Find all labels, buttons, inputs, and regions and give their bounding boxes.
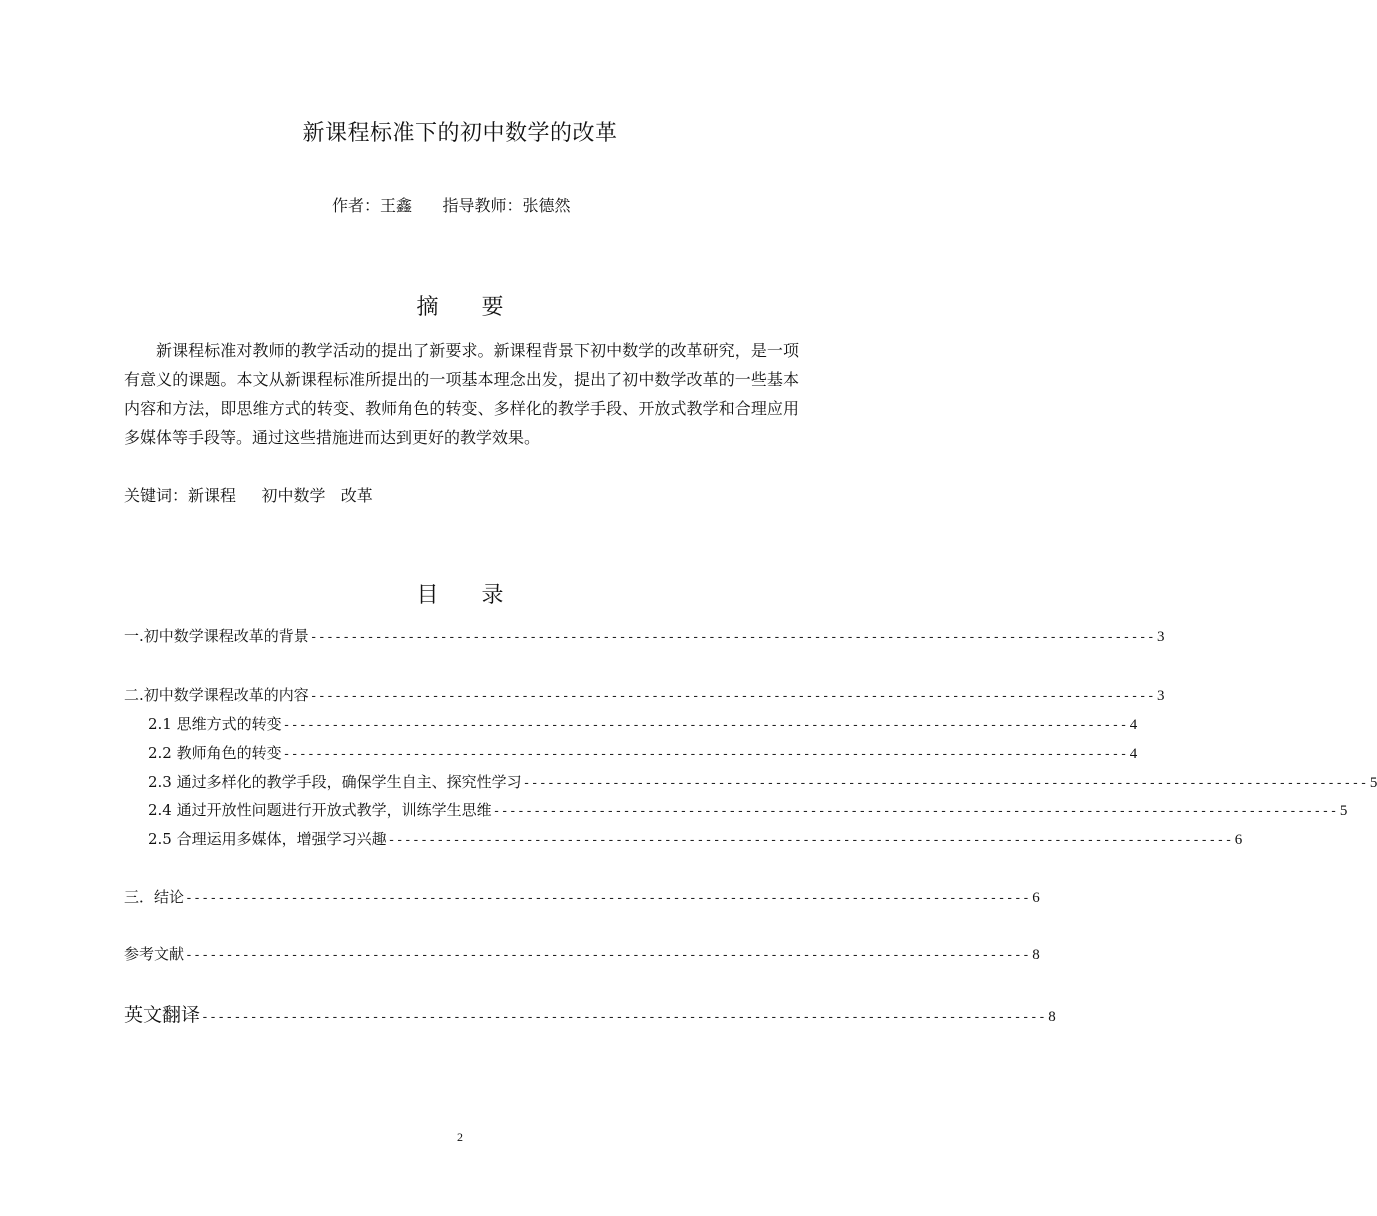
toc-entry[interactable]: [124, 943, 1040, 965]
abstract-heading: 摘 要: [416, 295, 522, 320]
toc-entry-page: 3: [1156, 629, 1165, 645]
toc-leader: --------------------------------------------------------------------------------------------------------: [282, 718, 1128, 733]
toc-leader: --------------------------------------------------------------------------------------------------------: [201, 1010, 1047, 1025]
keyword-item: 初中数学: [261, 486, 326, 505]
toc-entry-page: 5: [1339, 803, 1348, 819]
toc-leader: --------------------------------------------------------------------------------------------------------: [309, 689, 1155, 704]
toc-subentry[interactable]: [148, 771, 1377, 793]
toc-entry[interactable]: [124, 1000, 1056, 1026]
toc-entry-label: 2.1 思维方式的转变: [148, 715, 282, 733]
toc-entry-label: 二.初中数学课程改革的内容: [124, 686, 309, 704]
author-line: 作者：王鑫: [332, 196, 413, 215]
toc-leader: --------------------------------------------------------------------------------------------------------: [492, 804, 1338, 819]
toc-entry[interactable]: [124, 886, 1040, 908]
toc-subentry[interactable]: [148, 713, 1138, 735]
toc-entry-page: 6: [1032, 890, 1040, 906]
toc-entry[interactable]: [124, 625, 1165, 647]
toc-entry-page: 4: [1129, 717, 1138, 733]
toc-leader: --------------------------------------------------------------------------------------------------------: [185, 891, 1031, 906]
keyword-item: 新课程: [188, 486, 237, 505]
toc-entry-page: 3: [1156, 688, 1165, 704]
toc-entry-page: 8: [1048, 1009, 1056, 1025]
toc-entry-page: 8: [1032, 947, 1040, 963]
toc-leader: --------------------------------------------------------------------------------------------------------: [282, 747, 1128, 762]
keywords-line: [124, 483, 373, 506]
toc-entry-label: 2.3 通过多样化的教学手段，确保学生自主、探究性学习: [148, 773, 522, 791]
toc-subentry[interactable]: [148, 742, 1138, 764]
toc-leader: --------------------------------------------------------------------------------------------------------: [387, 833, 1233, 848]
toc-subentry[interactable]: [148, 828, 1243, 850]
toc-entry-label: 2.4 通过开放性问题进行开放式教学，训练学生思维: [148, 801, 492, 819]
toc-heading: 目 录: [416, 583, 522, 608]
toc-subentry[interactable]: [148, 799, 1348, 821]
toc-leader: --------------------------------------------------------------------------------------------------------: [185, 948, 1031, 963]
page-number: 2: [457, 1130, 463, 1144]
keywords-label: 关键词：: [124, 486, 189, 505]
toc-entry-label: 2.2 教师角色的转变: [148, 744, 282, 762]
toc-entry-label: 一.初中数学课程改革的背景: [124, 627, 309, 645]
paper-title: 新课程标准下的初中数学的改革: [302, 121, 618, 146]
toc-entry-label: 英文翻译: [124, 1004, 201, 1026]
toc-entry-label: 2.5 合理运用多媒体，增强学习兴趣: [148, 830, 387, 848]
toc-entry[interactable]: [124, 684, 1165, 706]
toc-leader: --------------------------------------------------------------------------------------------------------: [309, 630, 1155, 645]
abstract-body: 新课程标准对教师的教学活动的提出了新要求。新课程背景下初中数学的改革研究，是一项有意义的课题。本文从新课程标准所提出的一项基本理念出发，提出了初中数学改革的一些基本内容和方法，即思维方式的转变、教师角色的转变、多样化的教学手段、开放式教学和合理应用多媒体等手段等。通过这些措施进而达到更好的教学效果。: [124, 341, 799, 447]
toc-entry-page: 4: [1129, 746, 1138, 762]
toc-entry-page: 5: [1369, 775, 1377, 791]
toc-leader: --------------------------------------------------------------------------------------------------------: [522, 776, 1368, 791]
toc-entry-label: 参考文献: [124, 945, 185, 963]
advisor-line: 指导教师：张德然: [442, 196, 571, 215]
toc-entry-label: 三．结论: [124, 888, 185, 906]
toc-entry-page: 6: [1234, 832, 1243, 848]
keyword-item: 改革: [340, 486, 373, 505]
byline: [332, 193, 571, 216]
